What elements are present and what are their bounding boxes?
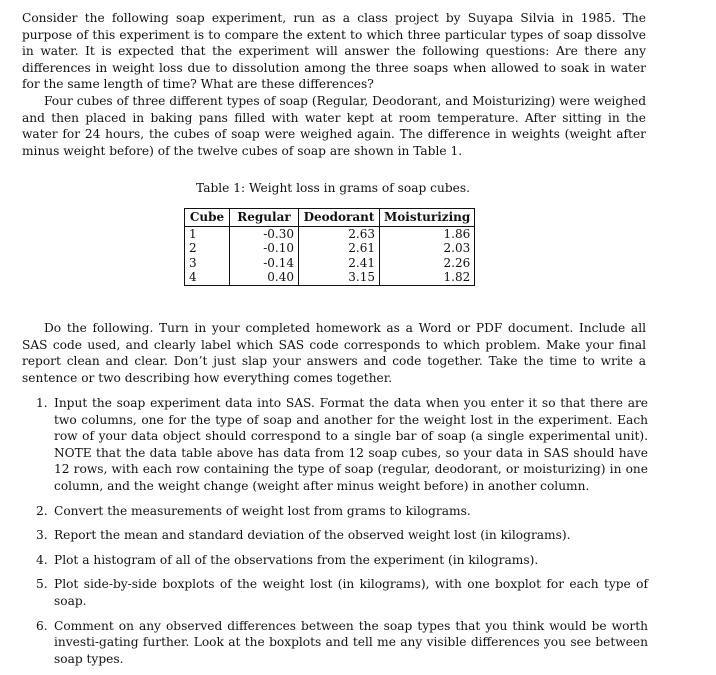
task-text: Convert the measurements of weight lost from grams to kilograms. (54, 503, 471, 518)
cube-cell: 2 (185, 241, 230, 256)
moisturizing-cell: 2.03 (380, 241, 475, 256)
task-text: Report the mean and standard deviation of the observed weight lost (in kilograms). (54, 528, 571, 543)
table-row (185, 256, 475, 271)
header-cube: Cube (185, 209, 230, 227)
method-paragraph: Four cubes of three different types of soap (Regular, Deodorant, and Moisturizing) were weighed and then placed in baking pans filled with water kept at room temperature. After sitting in the water for 24 hours, the cubes of soap were weighed again. The difference in weights (weight after minus weight before) of the twelve cubes of soap are shown in Table 1. (22, 94, 646, 158)
table-caption: Table 1: Weight loss in grams of soap cubes. (196, 181, 470, 195)
soap-weight-table (184, 208, 475, 286)
task-text: Input the soap experiment data into SAS. Format the data when you enter it so that there are two columns, one for the type of soap and another for the weight lost in the experiment. Each row of your data object should correspond to a single bar of soap (a single experimental unit). NOTE that the data table above has data from 12 soap cubes, so your data in SAS should have 12 rows, with each row containing the type of soap (regular, deodorant, or moisturizing) in one column, and the weight change (weight after minus weight before) in another column. (54, 396, 648, 493)
task-number: 4. (36, 552, 48, 567)
intro-paragraph: Consider the following soap experiment, run as a class project by Suyapa Silvia in 1985. The purpose of this experiment is to compare the extent to which three particular types of soap dissolve in water. It is expected that the experiment will answer the following questions: Are there any differences in weight loss due to dissolution among the three soaps when allowed to soak in water for the same length of time? What are these differences? (22, 11, 646, 92)
task-text: Plot side-by-side boxplots of the weight lost (in kilograms), with one boxplot for each type of soap. (54, 577, 648, 608)
table-header-row (185, 209, 475, 227)
deodorant-cell: 3.15 (299, 270, 380, 285)
task-number: 3. (36, 528, 48, 543)
instructions-paragraph: Do the following. Turn in your completed homework as a Word or PDF document. Include all SAS code used, and clearly label which SAS code corresponds to which problem. Make your final report clean and clear. Don’t just slap your answers and code together. Take the time to write a sentence or two describing how everything comes together. (22, 321, 646, 385)
regular-cell: -0.14 (230, 256, 299, 271)
moisturizing-cell: 1.86 (380, 226, 475, 241)
task-number: 6. (36, 618, 48, 633)
cube-cell: 3 (185, 256, 230, 271)
moisturizing-cell: 2.26 (380, 256, 475, 271)
deodorant-cell: 2.61 (299, 241, 380, 256)
table-row (185, 226, 475, 241)
task-number: 1. (36, 396, 48, 410)
table-row (185, 270, 475, 285)
list-item (22, 527, 648, 544)
header-deodorant: Deodorant (299, 209, 380, 227)
list-item (22, 576, 648, 609)
list-item (22, 618, 648, 668)
regular-cell: -0.30 (230, 226, 299, 241)
task-number: 2. (36, 503, 48, 518)
list-item (22, 395, 648, 495)
regular-cell: 0.40 (230, 270, 299, 285)
list-item (22, 552, 648, 569)
moisturizing-cell: 1.82 (380, 270, 475, 285)
deodorant-cell: 2.41 (299, 256, 380, 271)
table-row (185, 241, 475, 256)
task-text: Plot a histogram of all of the observations from the experiment (in kilograms). (54, 552, 539, 567)
list-item (22, 503, 648, 520)
deodorant-cell: 2.63 (299, 226, 380, 241)
task-number: 5. (36, 577, 48, 592)
task-text: Comment on any observed differences between the soap types that you think would be worth investi-gating further. Look at the boxplots and tell me any visible differences you see between soap types. (54, 618, 648, 666)
task-list (22, 395, 648, 675)
cube-cell: 1 (185, 226, 230, 241)
header-regular: Regular (230, 209, 299, 227)
cube-cell: 4 (185, 270, 230, 285)
regular-cell: -0.10 (230, 241, 299, 256)
header-moisturizing: Moisturizing (380, 209, 475, 227)
